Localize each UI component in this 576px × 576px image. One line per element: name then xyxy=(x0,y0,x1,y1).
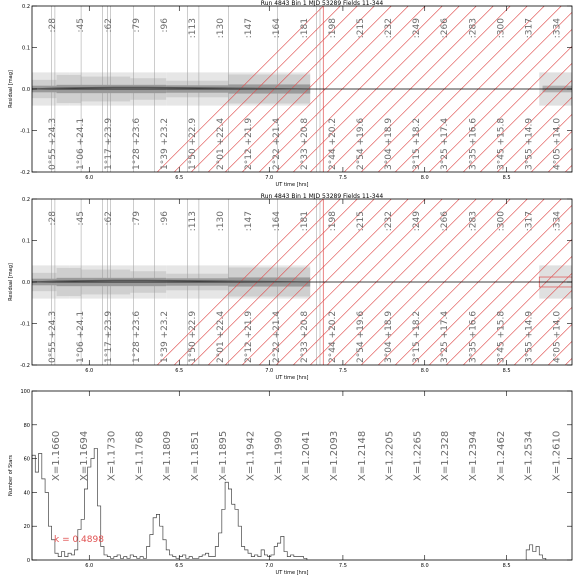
panel1-field-label: :198 xyxy=(328,211,339,232)
panel2-ytick-label: 40 xyxy=(23,490,30,497)
panel0-coord-label: 2°01 +22.4 xyxy=(216,117,227,170)
panel1-coord-label: 2°33 +20.8 xyxy=(300,310,311,363)
panel1-field-label: :79 xyxy=(132,211,143,226)
panel1-field-label: :317 xyxy=(524,211,535,232)
panel1-coord-label: 1°06 +24.1 xyxy=(76,310,87,363)
panel0-coord-label: 3°45 +15.8 xyxy=(496,117,507,170)
panel2-airmass-label: X=1.2328 xyxy=(440,430,452,481)
panel2-xtick-label: 6.0 xyxy=(85,563,94,569)
panel0-coord-label: 1°28 +23.6 xyxy=(132,117,143,170)
panel0-xlabel: UT time [hrs] xyxy=(275,182,309,188)
panel0-coord-label: 3°35 +16.6 xyxy=(468,117,479,170)
panel1-ytick-label: -0.2 xyxy=(20,363,30,369)
panel1-field-label: :164 xyxy=(272,211,283,232)
panel1-coord-label: 4°05 +14.0 xyxy=(552,310,563,363)
panel2-airmass-label: X=1.1730 xyxy=(106,430,118,481)
panel0-field-label: :147 xyxy=(244,18,255,39)
residual-panel-middle xyxy=(8,193,576,381)
panel1-field-label: :334 xyxy=(552,211,563,232)
panel1-coord-label: 2°12 +21.9 xyxy=(244,310,255,363)
panel0-coord-label: 2°44 +20.2 xyxy=(328,117,339,170)
panel0-ylabel: Residual [mag] xyxy=(8,70,14,108)
panel0-coord-label: 2°54 +19.6 xyxy=(356,117,367,170)
panel1-field-label: :130 xyxy=(216,211,227,232)
panel1-ytick-label: 0.1 xyxy=(22,238,30,245)
panel0-ytick-label: -0.2 xyxy=(20,170,30,176)
panel1-field-label: :62 xyxy=(104,211,115,226)
panel2-airmass-label: X=1.2093 xyxy=(328,430,340,481)
panel1-xlabel: UT time [hrs] xyxy=(275,375,309,381)
panel2-xtick-label: 7.0 xyxy=(265,563,274,569)
panel1-field-label: :266 xyxy=(440,211,451,232)
panel1-xtick-label: 7.0 xyxy=(265,368,274,374)
panel0-field-label: :317 xyxy=(524,18,535,39)
panel0-field-label: :283 xyxy=(468,18,479,39)
panel1-field-label: :300 xyxy=(496,210,507,232)
panel2-airmass-label: X=1.2610 xyxy=(551,430,563,481)
panel0-field-label: :62 xyxy=(104,18,115,33)
panel0-field-label: :45 xyxy=(76,18,87,33)
panel1-field-label: :96 xyxy=(160,211,171,226)
panel0-coord-label: 3°15 +18.2 xyxy=(412,117,423,170)
residual-panel-top xyxy=(8,0,576,188)
panel0-field-label: :334 xyxy=(552,18,563,39)
panel1-title: Run 4843 Bin 1 MJD 53289 Fields 11-344 xyxy=(260,193,384,200)
panel1-coord-label: 1°17 +23.9 xyxy=(104,310,115,363)
panel1-xtick-label: 8.5 xyxy=(502,368,511,374)
panel2-airmass-label: X=1.2148 xyxy=(356,430,368,481)
panel0-coord-label: 3°25 +17.4 xyxy=(440,117,451,170)
panel0-field-label: :28 xyxy=(48,18,58,33)
panel2-airmass-label: X=1.2394 xyxy=(467,430,479,481)
panel2-xtick-label: 8.5 xyxy=(502,563,511,569)
panel0-field-label: :130 xyxy=(216,18,227,39)
panel0-coord-label: 3°04 +18.9 xyxy=(384,117,395,170)
panel0-coord-label: 1°39 +23.2 xyxy=(160,117,171,170)
panel1-coord-label: 2°54 +19.6 xyxy=(356,310,367,363)
panel2-ytick-label: 0 xyxy=(26,558,30,564)
panel0-coord-label: 1°17 +23.9 xyxy=(104,117,115,170)
panel0-coord-label: 2°33 +20.8 xyxy=(300,117,311,170)
panel0-field-label: :79 xyxy=(132,18,143,33)
panel2-airmass-label: X=1.1809 xyxy=(162,430,174,481)
panel2-airmass-label: X=1.1768 xyxy=(134,430,146,481)
panel1-field-label: :181 xyxy=(300,211,311,232)
panel2-airmass-label: X=1.2205 xyxy=(384,430,396,481)
panel1-coord-label: 1°39 +23.2 xyxy=(160,310,171,363)
panel2-airmass-label: X=1.2462 xyxy=(495,430,507,481)
panel1-coord-label: 3°04 +18.9 xyxy=(384,310,395,363)
panel0-xtick-label: 6.0 xyxy=(85,175,94,181)
panel1-field-label: :45 xyxy=(76,211,87,226)
panel1-coord-label: 2°22 +21.4 xyxy=(272,310,283,363)
panel1-ylabel: Residual [mag] xyxy=(8,263,14,301)
panel1-xtick-label: 7.5 xyxy=(338,368,347,374)
panel1-xtick-label: 6.5 xyxy=(175,368,184,374)
panel0-ytick-label: 0.0 xyxy=(22,87,30,93)
panel2-ytick-label: 60 xyxy=(23,456,30,463)
panel0-field-label: :266 xyxy=(440,18,451,39)
panel1-coord-label: 2°01 +22.4 xyxy=(216,310,227,363)
panel0-ytick-label: 0.1 xyxy=(22,45,30,52)
panel1-coord-label: 3°15 +18.2 xyxy=(412,310,423,363)
panel0-xtick-label: 8.5 xyxy=(502,175,511,181)
panel1-field-label: :215 xyxy=(356,211,367,232)
panel0-field-label: :96 xyxy=(160,18,171,33)
star-count-panel xyxy=(8,389,572,576)
panel2-ytick-label: 80 xyxy=(23,422,30,429)
panel2-airmass-label: X=1.2041 xyxy=(301,430,313,481)
panel0-field-label: :113 xyxy=(188,18,199,39)
panel2-xlabel: UT time [hrs] xyxy=(275,570,309,576)
panel1-coord-label: 1°28 +23.6 xyxy=(132,310,143,363)
panel2-xtick-label: 8.0 xyxy=(420,563,429,569)
panel0-coord-label: 4°05 +14.0 xyxy=(552,117,563,170)
panel2-airmass-label: X=1.2265 xyxy=(412,430,424,481)
panel1-field-label: :113 xyxy=(188,211,199,232)
panel2-airmass-label: X=1.1942 xyxy=(245,430,257,481)
panel2-ytick-label: 100 xyxy=(20,389,30,395)
panel0-field-label: :249 xyxy=(412,18,423,39)
panel1-coord-label: 3°25 +17.4 xyxy=(440,310,451,363)
panel2-xtick-label: 6.5 xyxy=(175,563,184,569)
panel1-coord-label: 2°44 +20.2 xyxy=(328,310,339,363)
panel0-coord-label: 2°22 +21.4 xyxy=(272,117,283,170)
panel1-field-label: :283 xyxy=(468,211,479,232)
panel1-field-label: :28 xyxy=(48,211,58,226)
panel2-airmass-label: X=1.1851 xyxy=(189,430,201,481)
panel0-ytick-label: 0.2 xyxy=(22,4,30,10)
panel1-xtick-label: 8.0 xyxy=(420,368,429,374)
panel0-field-label: :198 xyxy=(328,18,339,39)
panel1-ytick-label: -0.1 xyxy=(20,321,30,328)
panel2-ylabel: Number of Stars xyxy=(8,455,14,496)
panel0-ytick-label: -0.1 xyxy=(20,128,30,135)
panel1-field-label: :249 xyxy=(412,211,423,232)
panel2-ytick-label: 20 xyxy=(23,524,30,531)
panel0-coord-label: 0°55 +24.3 xyxy=(48,117,58,170)
panel0-field-label: :232 xyxy=(384,18,395,39)
panel1-coord-label: 1°50 +22.9 xyxy=(188,310,199,363)
panel2-airmass-label: X=1.1990 xyxy=(273,430,285,481)
panel0-xtick-label: 8.0 xyxy=(420,175,429,181)
panel0-field-label: :215 xyxy=(356,18,367,39)
panel2-xtick-label: 7.5 xyxy=(338,563,347,569)
panel0-xtick-label: 7.5 xyxy=(338,175,347,181)
panel0-coord-label: 2°12 +21.9 xyxy=(244,117,255,170)
panel0-field-label: :181 xyxy=(300,18,311,39)
panel1-field-label: :147 xyxy=(244,211,255,232)
panel1-coord-label: 0°55 +24.3 xyxy=(48,310,58,363)
panel2-annotation: k = 0.4898 xyxy=(54,535,104,545)
panel2-airmass-label: X=1.1660 xyxy=(51,430,62,481)
panel0-xtick-label: 7.0 xyxy=(265,175,274,181)
panel0-coord-label: 1°06 +24.1 xyxy=(76,117,87,170)
panel0-field-label: :300 xyxy=(496,17,507,39)
panel1-coord-label: 3°35 +16.6 xyxy=(468,310,479,363)
panel0-title: Run 4843 Bin 1 MJD 53289 Fields 11-344 xyxy=(260,0,384,7)
panel0-coord-label: 1°50 +22.9 xyxy=(188,117,199,170)
panel2-airmass-label: X=1.1895 xyxy=(217,430,229,481)
panel2-airmass-label: X=1.2534 xyxy=(523,430,535,481)
panel1-coord-label: 3°45 +15.8 xyxy=(496,310,507,363)
panel1-xtick-label: 6.0 xyxy=(85,368,94,374)
panel0-xtick-label: 6.5 xyxy=(175,175,184,181)
panel0-coord-label: 3°55 +14.9 xyxy=(524,117,535,170)
panel1-field-label: :232 xyxy=(384,211,395,232)
panel1-ytick-label: 0.0 xyxy=(22,280,30,286)
panel2-airmass-label: X=1.1694 xyxy=(78,430,90,481)
panel0-field-label: :164 xyxy=(272,18,283,39)
panel1-ytick-label: 0.2 xyxy=(22,197,30,203)
panel1-coord-label: 3°55 +14.9 xyxy=(524,310,535,363)
